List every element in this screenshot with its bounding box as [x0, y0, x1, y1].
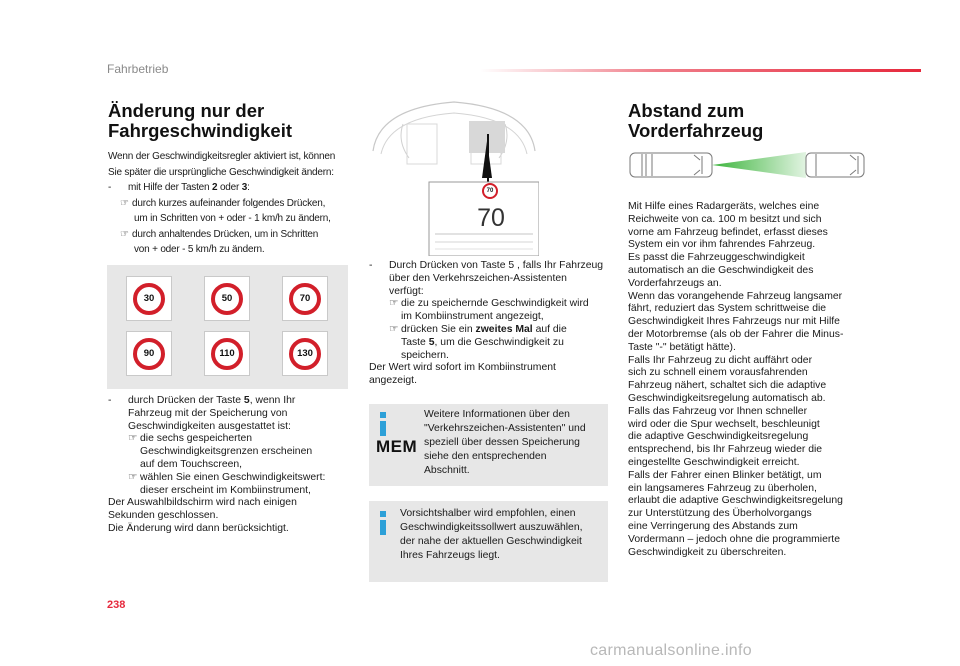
traffic-sign-assistant-instructions: [369, 260, 609, 388]
info-line: Weitere Informationen über den: [424, 409, 570, 420]
info-line: siehe den entsprechenden: [424, 451, 547, 462]
pointer-icon: ☞: [389, 323, 399, 335]
intro-subitem-cont: um in Schritten von + oder - 1 km/h zu ändern,: [134, 213, 331, 224]
sign-card: [204, 276, 250, 321]
info-line: "Verkehrszeichen-Assistenten" und: [424, 423, 586, 434]
bullet-cont: Fahrzeug mit der Speicherung von: [128, 407, 288, 419]
dash-marker: -: [369, 260, 373, 271]
watermark: carmanualsonline.info: [590, 642, 752, 659]
info-box-text: [424, 408, 604, 478]
intro-subitem: ☞ durch kurzes aufeinander folgendes Drücken,: [108, 196, 353, 212]
speed-sign-50: 50: [211, 283, 243, 315]
bullet-cont: über den Verkehrszeichen-Assistenten: [389, 272, 567, 284]
instrument-cluster-illustration: [369, 96, 539, 256]
text-line: angezeigt.: [369, 375, 417, 387]
pointer-icon: ☞: [120, 228, 129, 240]
text-line: erlaubt die adaptive Geschwindigkeitsregelung: [628, 495, 843, 507]
text-line: System ein vor ihm fahrendes Fahrzeug.: [628, 239, 816, 251]
display-speed-value: 70: [477, 204, 505, 232]
distance-description: [628, 201, 870, 559]
intro-subitem: ☞ durch anhaltendes Drücken, um in Schritten: [108, 227, 353, 243]
pointer-icon: ☞: [389, 298, 399, 310]
speed-sign-30: 30: [133, 283, 165, 315]
intro-bullet-text: mit Hilfe der Tasten 2 oder 3:: [128, 182, 250, 193]
pointer-icon: ☞: [120, 197, 129, 209]
own-car-icon: [630, 153, 712, 177]
info-box-text: [400, 507, 606, 563]
bullet-text: Durch Drücken von Taste 5 , falls Ihr Fahrzeug: [389, 260, 604, 271]
speed-sign-130: 130: [289, 338, 321, 370]
info-line: der nahe der aktuellen Geschwindigkeit: [400, 536, 582, 547]
text-line: die adaptive Geschwindigkeitsregelung: [628, 431, 809, 443]
bullet-cont: verfügt:: [389, 285, 424, 297]
sign-card: [282, 276, 328, 321]
bullet: [108, 395, 353, 408]
text-line: Mit Hilfe eines Radargeräts, welches eine: [628, 201, 820, 212]
section-heading-speed-change: [108, 101, 358, 141]
bullet-text: durch Drücken der Taste 5, wenn Ihr: [128, 395, 296, 406]
info-box-caution: [369, 501, 608, 582]
info-line: Vorsichtshalber wird empfohlen, einen: [400, 508, 576, 519]
sign-card: [204, 331, 250, 376]
speed-sign-110: 110: [211, 338, 243, 370]
subitem-cont: auf dem Touchscreen,: [140, 458, 243, 470]
text-line: eingestellte Geschwindigkeit erreicht.: [628, 456, 800, 468]
subitem: ☞ die zu speichernde Geschwindigkeit wird: [389, 298, 589, 310]
text-line: fährt, reduziert das System schrittweise die: [628, 303, 827, 315]
text-line: automatisch an die Geschwindigkeit des: [628, 264, 814, 276]
info-line: speziell über dessen Speicherung: [424, 437, 580, 448]
radar-beam: [712, 152, 806, 178]
display-speed-sign: 70: [482, 183, 498, 199]
bullet: [369, 260, 609, 273]
speed-sign-90: 90: [133, 338, 165, 370]
subitem-cont: im Kombiinstrument angezeigt,: [401, 311, 544, 323]
info-icon: [378, 511, 388, 535]
intro-line: Sie später die ursprüngliche Geschwindigkeit ändern:: [108, 166, 334, 178]
subitem: ☞ drücken Sie ein zweites Mal auf die: [389, 323, 567, 335]
info-line: Abschnitt.: [424, 465, 470, 476]
pointer-icon: ☞: [128, 471, 138, 483]
intro-line: Wenn der Geschwindigkeitsregler aktiviert ist, können: [108, 151, 336, 162]
text-line: der Motorbremse (als ob der Fahrer die Minus-: [628, 328, 844, 340]
speed-limit-signs-panel: [107, 265, 348, 389]
front-car-icon: [806, 153, 864, 177]
info-line: Ihres Fahrzeugs liegt.: [400, 550, 500, 561]
text-line: Taste "-" betätigt hätte).: [628, 341, 736, 353]
sign-card: [282, 331, 328, 376]
text-line: Geschwindigkeit zu überschreiten.: [628, 546, 787, 558]
heading-line-2: Fahrgeschwindigkeit: [108, 120, 293, 141]
text-line: Wenn das vorangehende Fahrzeug langsamer: [628, 290, 843, 302]
text-line: Sekunden geschlossen.: [108, 510, 219, 522]
subitem-cont: Geschwindigkeitsgrenzen erscheinen: [140, 446, 313, 458]
text-line: Vorderfahrzeugs an.: [628, 277, 722, 289]
info-icon: [378, 412, 388, 436]
subitem-cont: speichern.: [401, 349, 449, 361]
mem-label: MEM: [376, 437, 418, 456]
text-line: sich zu schnell einem vorausfahrenden: [628, 367, 808, 379]
text-line: wird oder die Spur wechselt, beschleunigt: [628, 418, 820, 430]
subitem-cont: Taste 5, um die Geschwindigkeit zu: [401, 336, 564, 348]
text-line: zur Unterstützung des Überholvorgangs: [628, 508, 812, 520]
subitem: ☞ die sechs gespeicherten: [128, 433, 253, 445]
page-number: 238: [107, 599, 126, 611]
section-heading-distance: [628, 101, 878, 141]
heading-line-2: Vorderfahrzeug: [628, 120, 764, 141]
bullet-cont: Geschwindigkeiten ausgestattet ist:: [128, 420, 291, 432]
section-title: Fahrbetrieb: [107, 62, 169, 76]
text-line: Geschwindigkeit Ihres Fahrzeugs nur mit Hilfe: [628, 316, 840, 328]
text-line: vorne am Fahrzeug befindet, erfasst dieses: [628, 226, 828, 238]
sign-card: [126, 276, 172, 321]
subitem-cont: dieser erscheint im Kombiinstrument,: [140, 484, 311, 496]
intro-bullet: [108, 180, 353, 196]
text-line: Es passt die Fahrzeuggeschwindigkeit: [628, 252, 805, 264]
text-line: Vordermann – jedoch ohne die programmierte: [628, 533, 840, 545]
info-line: Geschwindigkeitssollwert auszuwählen,: [400, 522, 583, 533]
dash-marker: -: [108, 182, 112, 193]
radar-drawing: [628, 148, 868, 182]
text-line: eine Verringerung des Abstands zum: [628, 520, 798, 532]
memorized-speed-instructions: [108, 395, 353, 536]
heading-line-1: Änderung nur der: [108, 100, 265, 121]
intro-paragraph: [108, 149, 353, 258]
heading-line-1: Abstand zum: [628, 100, 745, 121]
sign-card: [126, 331, 172, 376]
text-line: Der Auswahlbildschirm wird nach einigen: [108, 497, 297, 509]
intro-subitem-cont: von + oder - 5 km/h zu ändern.: [134, 244, 265, 255]
text-line: entsprechend, bis Ihr Fahrzeug wieder die: [628, 444, 823, 456]
text-line: Die Änderung wird dann berücksichtigt.: [108, 522, 289, 534]
speed-sign-70: 70: [289, 283, 321, 315]
header-divider: [480, 69, 921, 72]
text-line: Geschwindigkeitsregelung automatisch ab.: [628, 392, 826, 404]
subitem: ☞ wählen Sie einen Geschwindigkeitswert:: [128, 471, 326, 483]
text-line: ein langsameres Fahrzeug zu überholen,: [628, 482, 817, 494]
text-line: Falls das Fahrzeug vor Ihnen schneller: [628, 405, 808, 417]
text-line: Fahrzeug nähert, schaltet sich die adaptive: [628, 380, 827, 392]
text-line: Reichweite von ca. 100 m besitzt und sich: [628, 213, 822, 225]
pointer-icon: ☞: [128, 433, 138, 445]
radar-illustration: [628, 148, 868, 182]
text-line: Falls der Fahrer einen Blinker betätigt, um: [628, 469, 822, 481]
text-line: Falls Ihr Fahrzeug zu dicht auffährt oder: [628, 354, 813, 366]
info-box-mem: [369, 404, 608, 486]
dash-marker: -: [108, 395, 112, 406]
text-line: Der Wert wird sofort im Kombiinstrument: [369, 362, 556, 374]
